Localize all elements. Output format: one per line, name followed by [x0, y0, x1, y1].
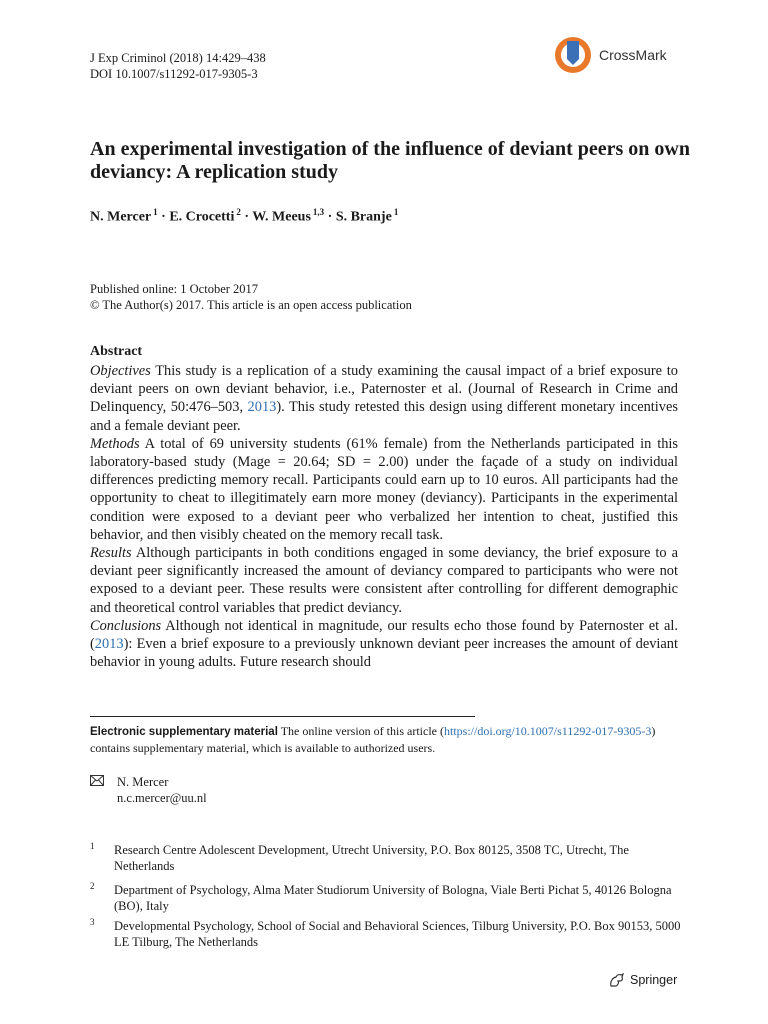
springer-horse-icon: [608, 972, 626, 988]
author-list: [90, 207, 398, 226]
author-affiliation-mark: 1: [393, 207, 399, 217]
published-date: Published online: 1 October 2017: [90, 282, 259, 296]
supplementary-text-end: ) contains supplementary material, which is available to authorized users.: [90, 724, 656, 755]
footnote-divider: [90, 716, 475, 717]
supplementary-note: [90, 724, 680, 756]
author-affiliation-mark: 2: [236, 207, 241, 217]
abstract-methods: [90, 435, 678, 544]
supplementary-label: Electronic supplementary material: [90, 726, 278, 738]
correspondence: [90, 774, 207, 805]
conclusions-text: Although not identical in magnitude, our results echo those found by Paternoster et al. (: [90, 617, 678, 653]
objectives-text-end: ). This study retested this design using different monetary incentives and a female deviant peer.: [90, 399, 678, 434]
author-separator: ·: [161, 209, 170, 225]
affiliation-text: Research Centre Adolescent Development, Utrecht University, P.O. Box 80125, 3508 TC, Utrecht, The Netherlands: [114, 843, 629, 873]
article-title: An experimental investigation of the influence of deviant peers on own deviancy: A replication study: [90, 138, 690, 183]
supplementary-text: The online version of this article (: [277, 724, 444, 738]
abstract-conclusions: [90, 617, 678, 672]
crossmark-badge[interactable]: [553, 34, 683, 76]
abstract-objectives: [90, 362, 678, 435]
abstract-results: [90, 544, 678, 617]
journal-doi: DOI 10.1007/s11292-017-9305-3: [90, 67, 258, 81]
methods-text: A total of 69 university students (61% female) from the Netherlands participated in this laboratory-based study (Mage = 20.64; SD = 2.00) under the façade of a study on individual differences predicting memory recall. Participants could earn up to 10 euros. All participants had the opportunity to cheat to illegitimately earn more money (deviancy). Participants in the experimental condition were exposed to a deviant peer who verbalized her intention to cheat, justified this behavior, and then visibly cheated on the memory recall task.: [90, 435, 678, 543]
objectives-label: Objectives: [90, 363, 151, 379]
affiliation-3: [90, 918, 690, 950]
author-affiliation-mark: 1,3: [312, 207, 325, 217]
copyright-icon: ©: [90, 298, 103, 312]
affiliation-2: [90, 882, 690, 914]
results-text: Although participants in both conditions engaged in some deviancy, the brief exposure to a deviant peer significantly increased the amount of deviancy compared to participants who were not exposed to a deviant peer. These results were consistent after controlling for different demographic and theoretical control variables that predict deviancy.: [90, 545, 678, 616]
conclusions-text-end: ): Even a brief exposure to a previously unknown deviant peer increases the amount of deviant behavior in young adults. Future research should: [90, 636, 678, 671]
author-name: S. Branje: [335, 209, 392, 225]
publisher-logo: [608, 972, 677, 988]
crossmark-icon: [553, 35, 593, 75]
publication-info: [90, 281, 412, 313]
abstract-body: [90, 362, 678, 671]
journal-citation: J Exp Criminol (2018) 14:429–438: [90, 51, 266, 65]
affiliation-number: 3: [90, 917, 95, 927]
copyright-text: The Author(s) 2017. This article is an open access publication: [102, 298, 412, 312]
author-affiliation-mark: 1: [153, 207, 158, 217]
methods-label: Methods: [90, 435, 140, 452]
envelope-icon: [90, 774, 108, 790]
citation-link[interactable]: 2013: [94, 636, 124, 653]
author-name: E. Crocetti: [169, 209, 235, 225]
publisher-name: Springer: [630, 973, 678, 987]
crossmark-label: CrossMark: [599, 47, 667, 63]
author-separator: ·: [327, 209, 336, 225]
copyright-line: [90, 297, 412, 313]
affiliation-text: Department of Psychology, Alma Mater Studiorum University of Bologna, Viale Berti Pichat 5, 40126 Bologna (BO), Italy: [114, 883, 672, 913]
correspondence-email[interactable]: n.c.mercer@uu.nl: [117, 791, 207, 805]
journal-header: [90, 50, 266, 82]
abstract-heading: Abstract: [90, 344, 143, 359]
author-name: W. Meeus: [252, 209, 311, 225]
affiliation-number: 1: [90, 841, 95, 851]
affiliation-1: [90, 842, 690, 874]
affiliation-number: 2: [90, 881, 95, 891]
conclusions-label: Conclusions: [90, 617, 162, 634]
supplementary-link[interactable]: https://doi.org/10.1007/s11292-017-9305-3: [443, 724, 652, 738]
author-name: N. Mercer: [90, 209, 152, 225]
correspondence-name: N. Mercer: [117, 775, 169, 789]
citation-link[interactable]: 2013: [247, 399, 277, 416]
affiliation-text: Developmental Psychology, School of Social and Behavioral Sciences, Tilburg University, P.O. Box 90153, 5000 LE Tilburg, The Netherlands: [114, 919, 681, 949]
objectives-text: This study is a replication of a study examining the causal impact of a brief exposure to deviant peers on own deviant behavior, i.e., Paternoster et al. (Journal of Research in Crime and Delinquency, 50:476–503,: [90, 363, 678, 416]
results-label: Results: [90, 545, 132, 562]
author-separator: ·: [244, 209, 253, 225]
